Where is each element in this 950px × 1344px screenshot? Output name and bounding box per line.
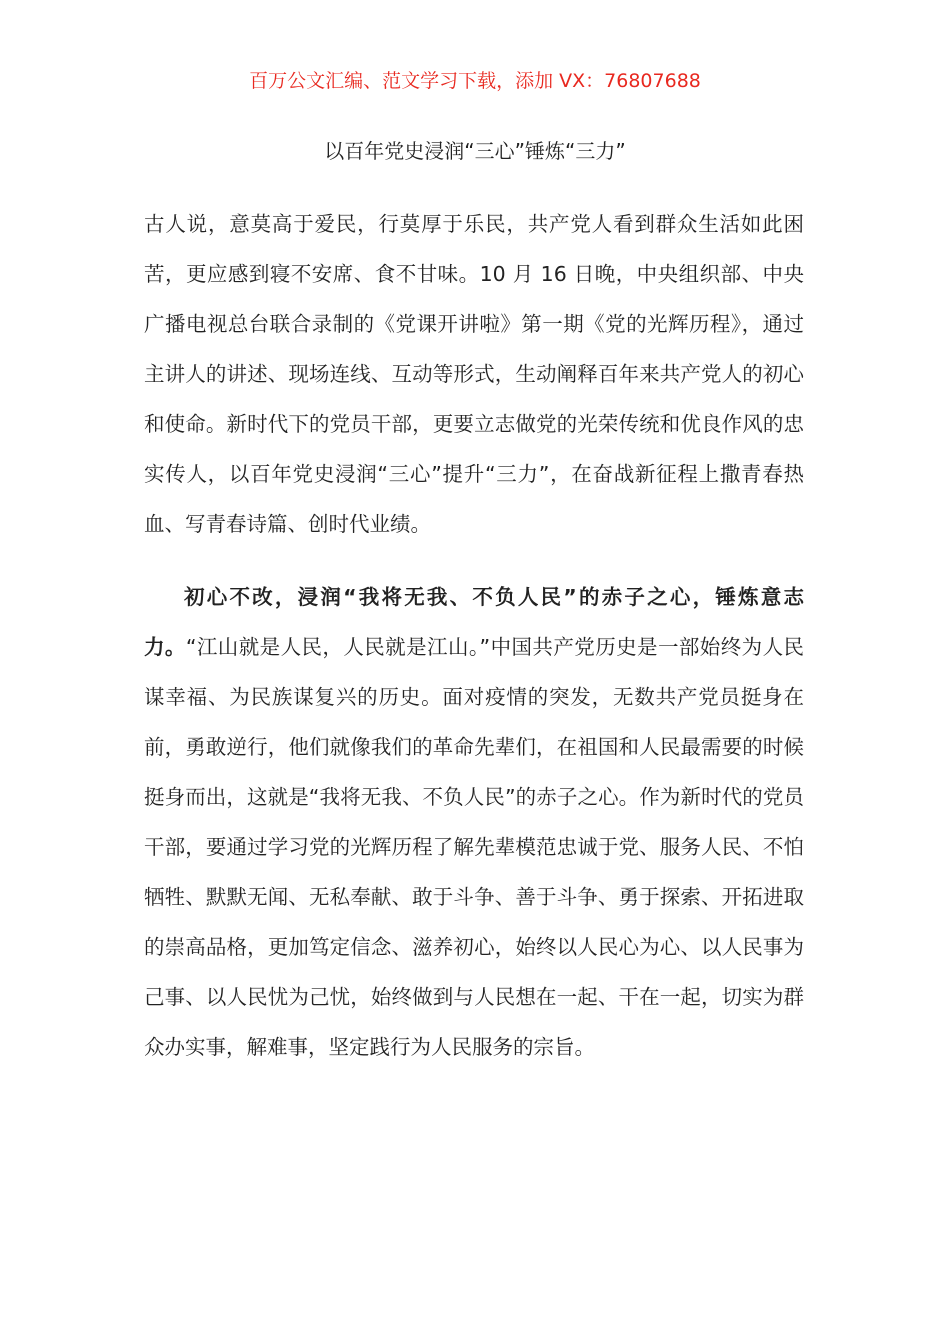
- body-paragraph-1: [144, 199, 804, 549]
- paragraph-1-text: 古人说，意莫高于爱民，行莫厚于乐民，共产党人看到群众生活如此困苦，更应感到寝不安席、食不甘味。10 月 16 日晚，中央组织部、中央广播电视总台联合录制的《党课开讲啦》第一期《党的光辉历程》，通过主讲人的讲述、现场连线、互动等形式，生动阐释百年来共产党人的初心和使命。新时代下的党员干部，更要立志做党的光荣传统和优良作风的忠实传人，以百年党史浸润“三心”提升“三力”，在奋战新征程上撒青春热血、写青春诗篇、创时代业绩。: [144, 212, 804, 536]
- promo-banner: 百万公文汇编、范文学习下载，添加 VX：76807688: [249, 70, 701, 92]
- document-title: 以百年党史浸润“三心”锤炼“三力”: [324, 139, 626, 163]
- paragraph-2-text: “江山就是人民，人民就是江山。”中国共产党历史是一部始终为人民谋幸福、为民族谋复兴的历史。面对疫情的突发，无数共产党员挺身在前，勇敢逆行，他们就像我们的革命先辈们，在祖国和人民最需要的时候挺身而出，这就是“我将无我、不负人民”的赤子之心。作为新时代的党员干部，要通过学习党的光辉历程了解先辈模范忠诚于党、服务人民、不怕牺牲、默默无闻、无私奉献、敢于斗争、善于斗争、勇于探索、开拓进取的崇高品格，更加笃定信念、滋养初心，始终以人民心为心、以人民事为己事、以人民忧为己忧，始终做到与人民想在一起、干在一起，切实为群众办实事，解难事，坚定践行为人民服务的宗旨。: [144, 635, 804, 1059]
- body-paragraph-2: [144, 572, 804, 1072]
- paragraph-2-lead: 初心不改，浸润“我将无我、不负人民”的赤子之心，锤炼意志力。: [144, 585, 804, 659]
